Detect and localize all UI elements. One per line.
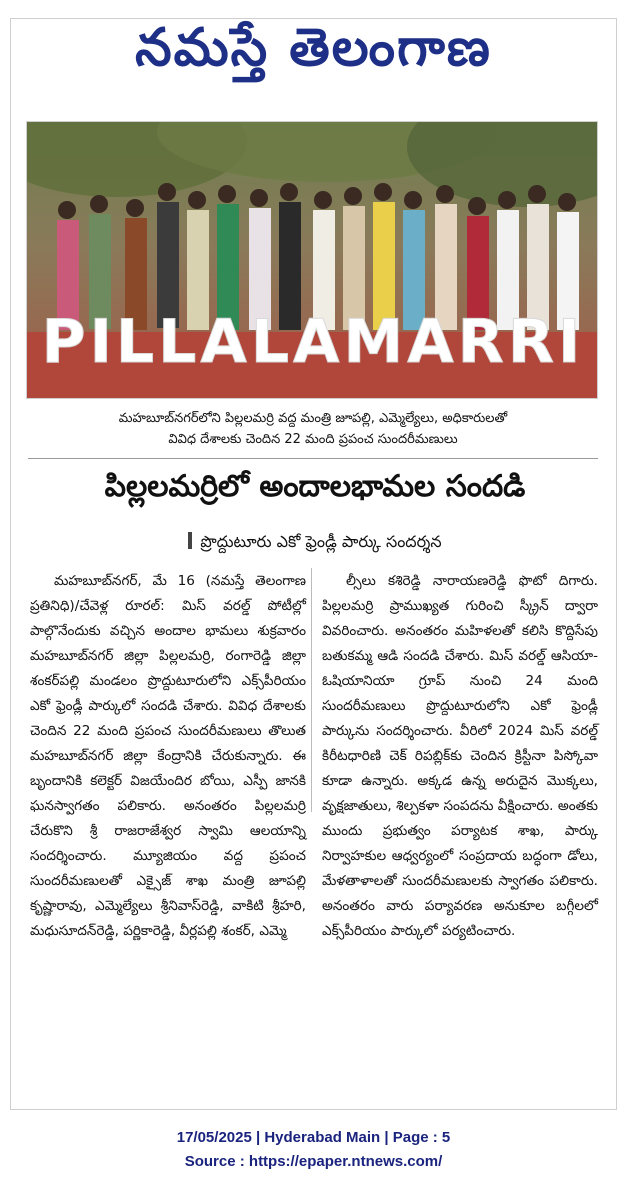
caption-line-1: మహబూబ్‌నగర్‌లోని పిల్లలమర్రి వద్ద మంత్రి జూపల్లి, ఎమ్మెల్యేలు, అధికారులతో	[118, 411, 508, 426]
footer-edition-info: 17/05/2025 | Hyderabad Main | Page : 5	[176, 1129, 451, 1146]
article-text-right: ల్సీలు కశిరెడ్డి నారాయణరెడ్డి ఫొటో దిగారు. పిల్లలమర్రి ప్రాముఖ్యత గురించి స్క్రీన్ ద్వారా వివరించారు. అనంతరం మహిళలతో కలిసి కొద్దిసేపు బతుకమ్మ ఆడి సందడి చేశారు. మిస్ వరల్డ్ ఆసియా-ఓషియానియా గ్రూప్ నుంచి 24 మంది సుందరీమణులు ప్రొద్దుటూరులోని ఎకో ఫ్రెండ్లీ పార్కును సందర్శించారు. వీరిలో 2024 మిస్ వరల్డ్ కిరీటధారిణి చెక్ రిపబ్లిక్‌కు చెందిన క్రిస్టీనా పిస్కోవా కూడా ఉన్నారు. అక్కడ ఉన్న అరుదైన మొక్కలు, వృక్షజాతులు, శిల్పకళా సంపదను వీక్షించారు. అంతకు ముందు ప్రభుత్వం పర్యాటక శాఖ, పార్కు నిర్వాహకుల ఆధ్వర్యంలో సంప్రదాయ బద్ధంగా డోలు, మేళతాళాలతో సుందరీమణులకు స్వాగతం పలికారు. అనంతరం వారు పర్యావరణ అనుకూల బగ్గీలలో ఎక్స్‌పీరియం పార్కులో పర్యటించారు.	[322, 573, 598, 939]
column-divider	[311, 568, 312, 812]
article-column-left	[30, 569, 306, 944]
masthead	[0, 0, 627, 95]
divider	[28, 458, 598, 459]
headline: పిల్లలమర్రిలో అందాలభామల సందడి	[104, 469, 526, 504]
page-footer	[0, 1126, 627, 1174]
newspaper-logo: నమస్తే తెలంగాణ	[135, 16, 492, 78]
pillalamarri-sign: PILLALAMARRI	[41, 307, 585, 377]
photo-caption	[30, 408, 596, 450]
news-photo	[26, 121, 598, 399]
subhead-marker	[188, 532, 192, 549]
caption-line-2: వివిధ దేశాలకు చెందిన 22 మంది ప్రపంచ సుందరీమణులు	[168, 432, 458, 447]
article-text-left: మహబూబ్‌నగర్, మే 16 (నమస్తే తెలంగాణ ప్రతినిధి)/చేవెళ్ల రూరల్: మిస్ వరల్డ్ పోటీల్లో పాల్గొనేందుకు వచ్చిన అందాల భామలు శుక్రవారం మహబూబ్‌నగర్ జిల్లా పిల్లలమర్రి, రంగారెడ్డి జిల్లా శంకర్‌పల్లి మండలం ప్రొద్దుటూరులోని ఎక్స్‌పీరియం ఎకో ఫ్రెండ్లీ పార్కులో సందడి చేశారు. వివిధ దేశాలకు చెందిన 22 మంది ప్రపంచ సుందరీమణులు తొలుత మహబూబ్‌నగర్ జిల్లా కేంద్రానికి చేరుకున్నారు. ఈ బృందానికి కలెక్టర్ విజయేందిర బోయి, ఎస్పీ జానకి ఘనస్వాగతం పలికారు. అనంతరం పిల్లలమర్రి చేరుకొని శ్రీ రాజరాజేశ్వర స్వామి ఆలయాన్ని సందర్శించారు. మ్యూజియం వద్ద ప్రపంచ సుందరీమణులతో ఎక్సైజ్ శాఖ మంత్రి జూపల్లి కృష్ణారావు, ఎమ్మెల్యేలు శ్రీనివాస్‌రెడ్డి, వాకిటి శ్రీహరి, మధుసూదన్‌రెడ్డి, పర్ణికారెడ్డి, వీర్లపల్లి శంకర్, ఎమ్మె	[30, 573, 306, 939]
subheadline	[120, 531, 510, 553]
article-column-right	[322, 569, 598, 944]
subhead-text: ప్రొద్దుటూరు ఎకో ఫ్రెండ్లీ పార్కు సందర్శన	[200, 532, 442, 551]
footer-source: Source : https://epaper.ntnews.com/	[184, 1153, 443, 1170]
